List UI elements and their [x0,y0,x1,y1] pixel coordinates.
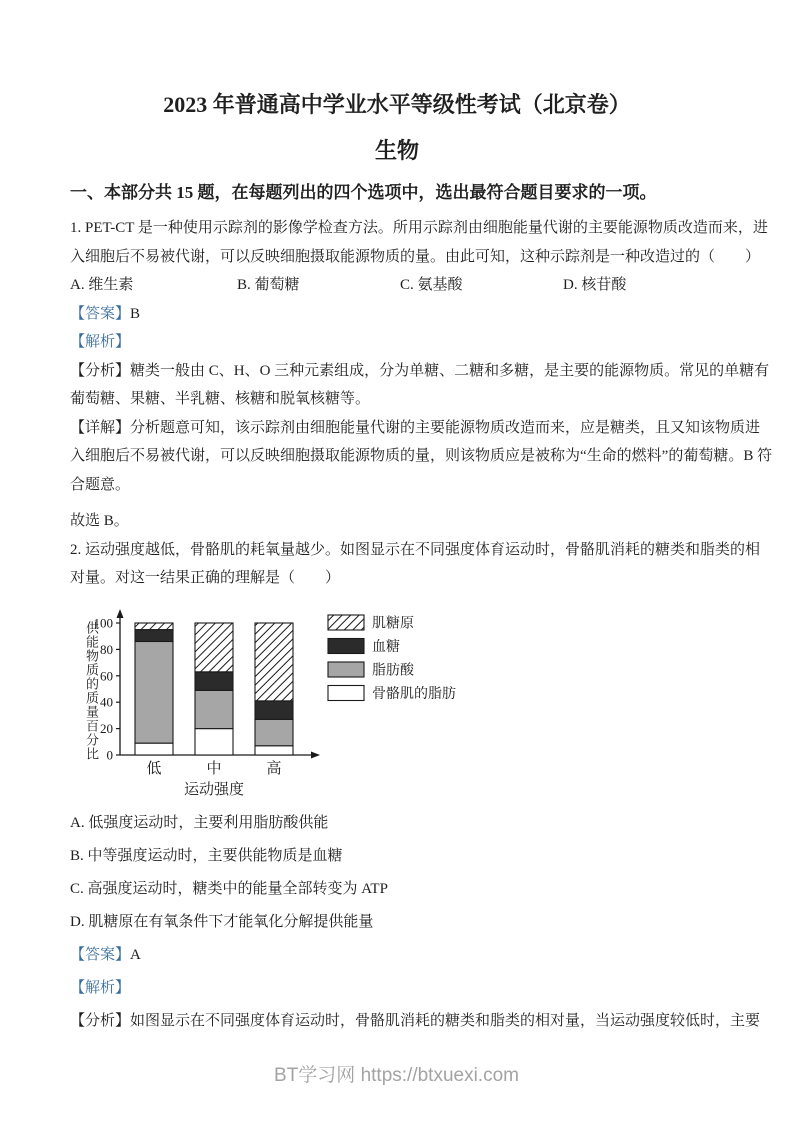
legend-label: 脂肪酸 [372,663,414,678]
question-1-options [70,271,724,300]
bar-segment [135,623,173,630]
question-2-stem [70,536,761,593]
text-line: 1. PET-CT 是一种使用示踪剂的影像学检查方法。所用示踪剂由细胞能量代谢的主要能源物质改造而来，进 [70,220,768,236]
bar-segment [255,700,293,718]
stacked-bar-chart [80,605,520,803]
x-tick-label: 高 [266,760,282,777]
bar-segment [255,719,293,745]
bar-segment [195,623,233,672]
text-line: 葡萄糖、果糖、半乳糖、核糖和脱氧核糖等。 [70,391,371,407]
x-tick-label: 低 [146,760,162,777]
option-item: B. 葡萄糖 [237,277,300,293]
answer-label: 【答案】 [70,305,131,322]
answer-label: 【答案】 [70,946,131,963]
question-2-analysis-label: 【解析】 [70,979,131,996]
y-axis-arrow [117,609,124,618]
text-line: D. 肌糖原在有氧条件下才能氧化分解提供能量 [70,913,374,930]
question-2-options [70,807,724,939]
footer-link[interactable]: https://btxuexi.com [360,1065,519,1086]
bar-segment [255,745,293,754]
y-tick-label: 60 [100,667,113,683]
option-item: A. 维生素 [70,277,134,293]
exam-subject: 生物 [374,138,419,163]
chart-x-axis-label: 运动强度 [183,781,245,798]
bar-segment [255,623,293,701]
exam-title: 2023 年普通高中学业水平等级性考试（北京卷） [163,92,631,117]
y-tick-label: 80 [100,641,113,657]
question-1-explanation [70,357,773,500]
question-1-conclusion: 故选 B。 [70,513,129,529]
bar-segment [135,641,173,743]
text-line: A. 低强度运动时，主要利用脂肪酸供能 [70,814,329,831]
text-line: 入细胞后不易被代谢，可以反映细胞摄取能源物质的量。由此可知，这种示踪剂是一种改造过的（ ） [70,248,761,265]
option-item: D. 核苷酸 [563,277,627,293]
text-line: 【详解】分析题意可知，该示踪剂由细胞能量代谢的主要能源物质改造而来，应是糖类，且又知该物质进 [70,419,761,436]
legend-label: 肌糖原 [372,616,414,631]
section-heading: 一、本部分共 15 题，在每题列出的四个选项中，选出最符合题目要求的一项。 [70,183,657,202]
x-tick-label: 中 [206,760,222,777]
y-tick-label: 100 [93,615,113,630]
legend-swatch [328,662,364,677]
y-tick-label: 0 [106,747,113,762]
footer-site-name: BT学习网 [274,1065,356,1086]
y-tick-label: 20 [100,720,113,736]
legend-swatch [328,615,364,630]
question-2-explanation [70,1005,761,1038]
text-line: 对量。对这一结果正确的理解是（ ） [70,570,341,586]
bar-segment [195,690,233,728]
text-line: C. 高强度运动时，糖类中的能量全部转变为 ATP [70,880,388,897]
question-1-analysis-label: 【解析】 [70,334,131,350]
text-line: 合题意。 [70,476,131,493]
answer-value: A [130,946,141,963]
y-tick-label: 40 [100,694,113,710]
page-footer [0,1060,793,1087]
legend-label: 血糖 [372,639,400,655]
question-1-stem [70,214,768,271]
text-line: B. 中等强度运动时，主要供能物质是血糖 [70,847,343,864]
bar-segment [135,629,173,641]
legend-swatch [328,685,364,700]
x-axis-arrow [311,751,320,758]
chart-y-axis-label: 供能物质的质量百分比 [84,620,99,761]
bar-segment [135,743,173,755]
text-line: 2. 运动强度越低，骨骼肌的耗氧量越少。如图显示在不同强度体育运动时，骨骼肌消耗的糖类和脂类的相 [70,541,761,558]
text-line: 入细胞后不易被代谢，可以反映细胞摄取能源物质的量，则该物质应是被称为“生命的燃料”的葡萄糖。B 符 [70,448,773,464]
energy-supply-chart [80,605,520,803]
legend-label: 骨骼肌的脂肪 [372,686,456,702]
text-line: 【分析】糖类一般由 C、H、O 三种元素组成，分为单糖、二糖和多糖，是主要的能源物质。常见的单糖有 [70,362,770,379]
text-line: 【分析】如图显示在不同强度体育运动时，骨骼肌消耗的糖类和脂类的相对量，当运动强度较低时，主要 [70,1012,761,1029]
question-2-answer-line [70,939,724,972]
option-item: C. 氨基酸 [400,277,463,293]
bar-segment [195,728,233,754]
answer-value: B [130,305,141,322]
legend-swatch [328,638,364,653]
bar-segment [195,671,233,689]
question-1-answer-line [70,300,724,329]
